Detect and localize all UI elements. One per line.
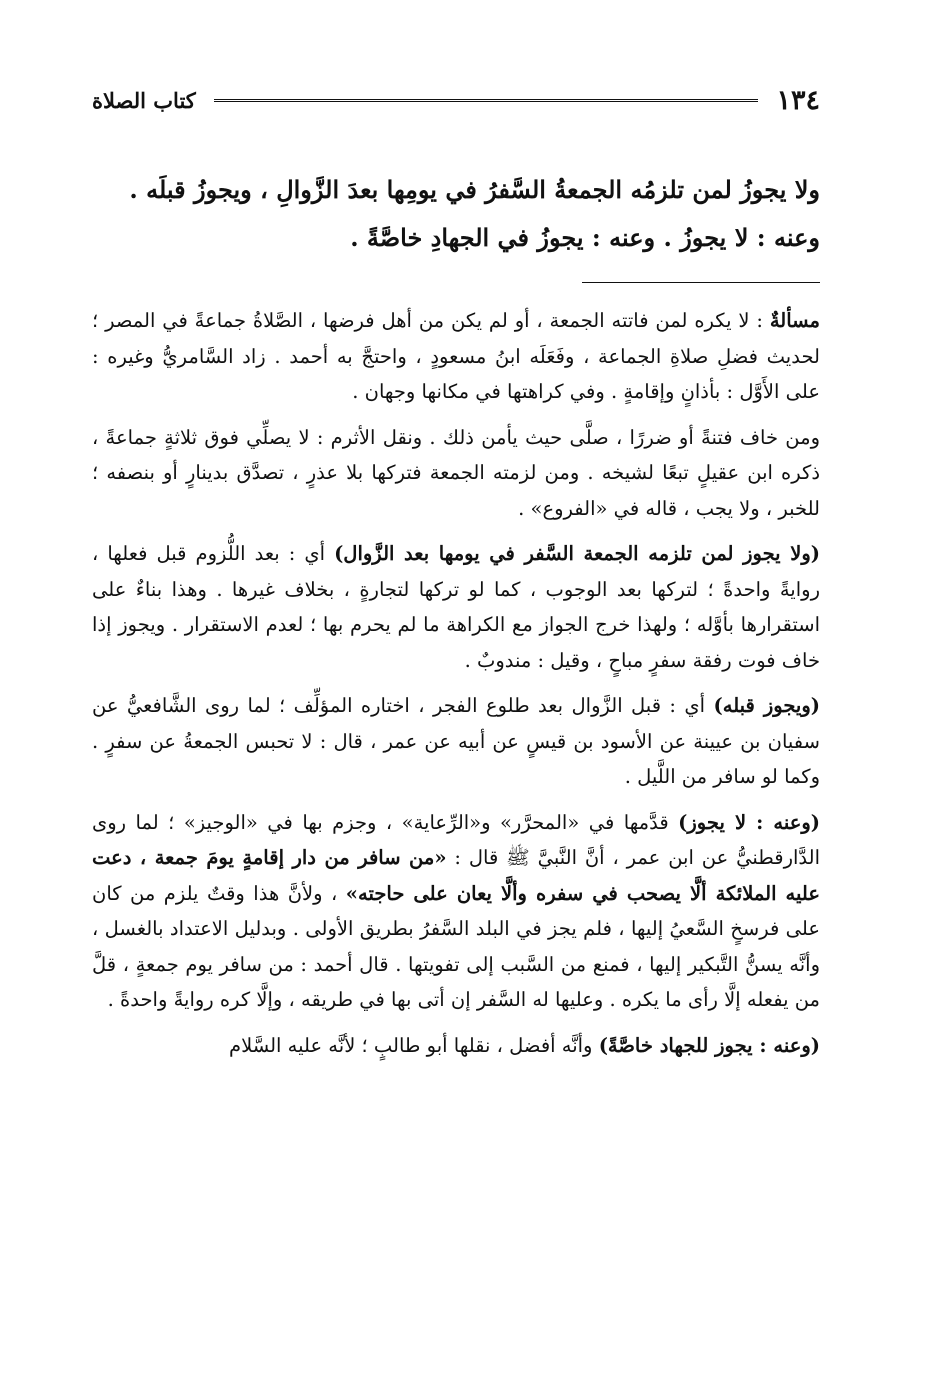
- page: [92, 78, 820, 1073]
- commentary-paragraph: [92, 303, 820, 410]
- paragraph-text: : لا يكره لمن فاتته الجمعة ، أو لم يكن من أهل فرضها ، الصَّلاةُ جماعةً في المصر ؛ لحديث فضلِ صلاةِ الجماعة ، وفَعَلَه ابنُ مسعودٍ ، واحتجَّ به أحمد . زاد السَّامريُّ وغيره : على الأَوَّل : بأذانٍ وإقامةٍ . وفي كراهتها في مكانها وجهان .: [92, 309, 820, 403]
- bold-lemma: (ويجوز قبله): [713, 694, 821, 717]
- paragraph-text: وأنَّه أفضل ، نقلها أبو طالبٍ ؛ لأنَّه عليه السَّلام: [229, 1033, 593, 1057]
- commentary-paragraph: [92, 1028, 820, 1064]
- matn-line: وعنه : لا يجوزُ . وعنه : يجوزُ في الجهادِ خاصَّةً .: [350, 223, 820, 252]
- commentary: [92, 303, 820, 1063]
- bold-lemma: (ولا يجوز لمن تلزمه الجمعة السَّفر في يومها بعد الزَّوال): [334, 542, 820, 565]
- paragraph-text: ومن خاف فتنةً أو ضررًا ، صلَّى حيث يأمن ذلك . ونقل الأثرم : لا يصلِّي فوق ثلاثةٍ جماعةً ، ذكره ابن عقيلٍ تبعًا لشيخه . ومن لزمته الجمعة فتركها بلا عذرٍ ، تصدَّق بدينارٍ أو بنصفه ؛ للخبر ، ولا يجب ، قاله في «الفروع» .: [92, 425, 820, 520]
- bold-lemma: (وعنه : يجوز للجهاد خاصَّةً): [598, 1033, 820, 1057]
- page-number: ١٣٤: [776, 84, 820, 116]
- matn-line: ولا يجوزُ لمن تلزمُه الجمعةُ السَّفرُ في يومِها بعدَ الزَّوالِ ، ويجوزُ قبلَه .: [129, 175, 820, 204]
- header-rule: [214, 99, 759, 102]
- paragraph-text: ، ولأنَّ هذا وقتٌ يلزم من كان على فرسخٍ السَّعيُ إليها ، فلم يجز في البلد السَّفرُ بطريق الأولى . وبدليل الاعتداد بالغسل ، وأنَّه يسنُّ التَّبكير إليها ، فمنع من السَّبب إلى تفويتها . قال أحمد : من سافر يوم جمعةٍ ، قلَّ من يفعله إلَّا رأى ما يكره . وعليها له السَّفر إن أتى بها في طريقه ، وإلَّا كره روايةً واحدةً .: [92, 881, 820, 1011]
- matn-separator: [582, 282, 820, 283]
- bold-hadith: «من سافر من دار إقامةٍ يومَ جمعة ، دعت عليه الملائكة ألَّا يصحب في سفره وألَّا يعان على حاجته»: [92, 846, 820, 905]
- matn-text: [92, 166, 820, 276]
- commentary-paragraph: [92, 420, 820, 527]
- paragraph-text: أي : بعد اللُّزوم قبل فعلها ، روايةً واحدةً ؛ لتركها بعد الوجوب ، كما لو تركها لتجارةٍ ، بخلاف غيرها . وهذا بناءٌ على استقرارها بأوَّله ؛ ولهذا خرج الجواز مع الكراهة ما لم يحرم بها ؛ لعدم الاستقرار . ويجوز إذا خاف فوت رفقة سفرٍ مباحٍ ، وقيل : مندوبٌ .: [92, 542, 820, 672]
- commentary-paragraph: [92, 688, 820, 795]
- book-title: كتاب الصلاة: [92, 87, 196, 113]
- running-header: [92, 78, 820, 122]
- bold-lemma: (وعنه : لا يجوز): [678, 810, 820, 834]
- paragraph-text: قدَّمها في «المحرَّر» و«الرِّعاية» ، وجزم بها في «الوجيز» ؛ لما روى الدَّارقطنيُّ عن ابن عمر ، أنَّ النَّبيَّ ﷺ قال :: [92, 810, 821, 869]
- bold-lemma: مسألةٌ: [769, 309, 820, 332]
- commentary-paragraph: [92, 536, 820, 678]
- commentary-paragraph: [92, 805, 820, 1018]
- paragraph-text: أي : قبل الزَّوال بعد طلوع الفجر ، اختاره المؤلِّف ؛ لما روى الشَّافعيُّ عن سفيان بن عيينة عن الأسود بن قيسٍ عن أبيه عن عمر ، قال : لا تحبس الجمعةُ عن سفرٍ . وكما لو سافر من اللَّيل .: [92, 694, 820, 788]
